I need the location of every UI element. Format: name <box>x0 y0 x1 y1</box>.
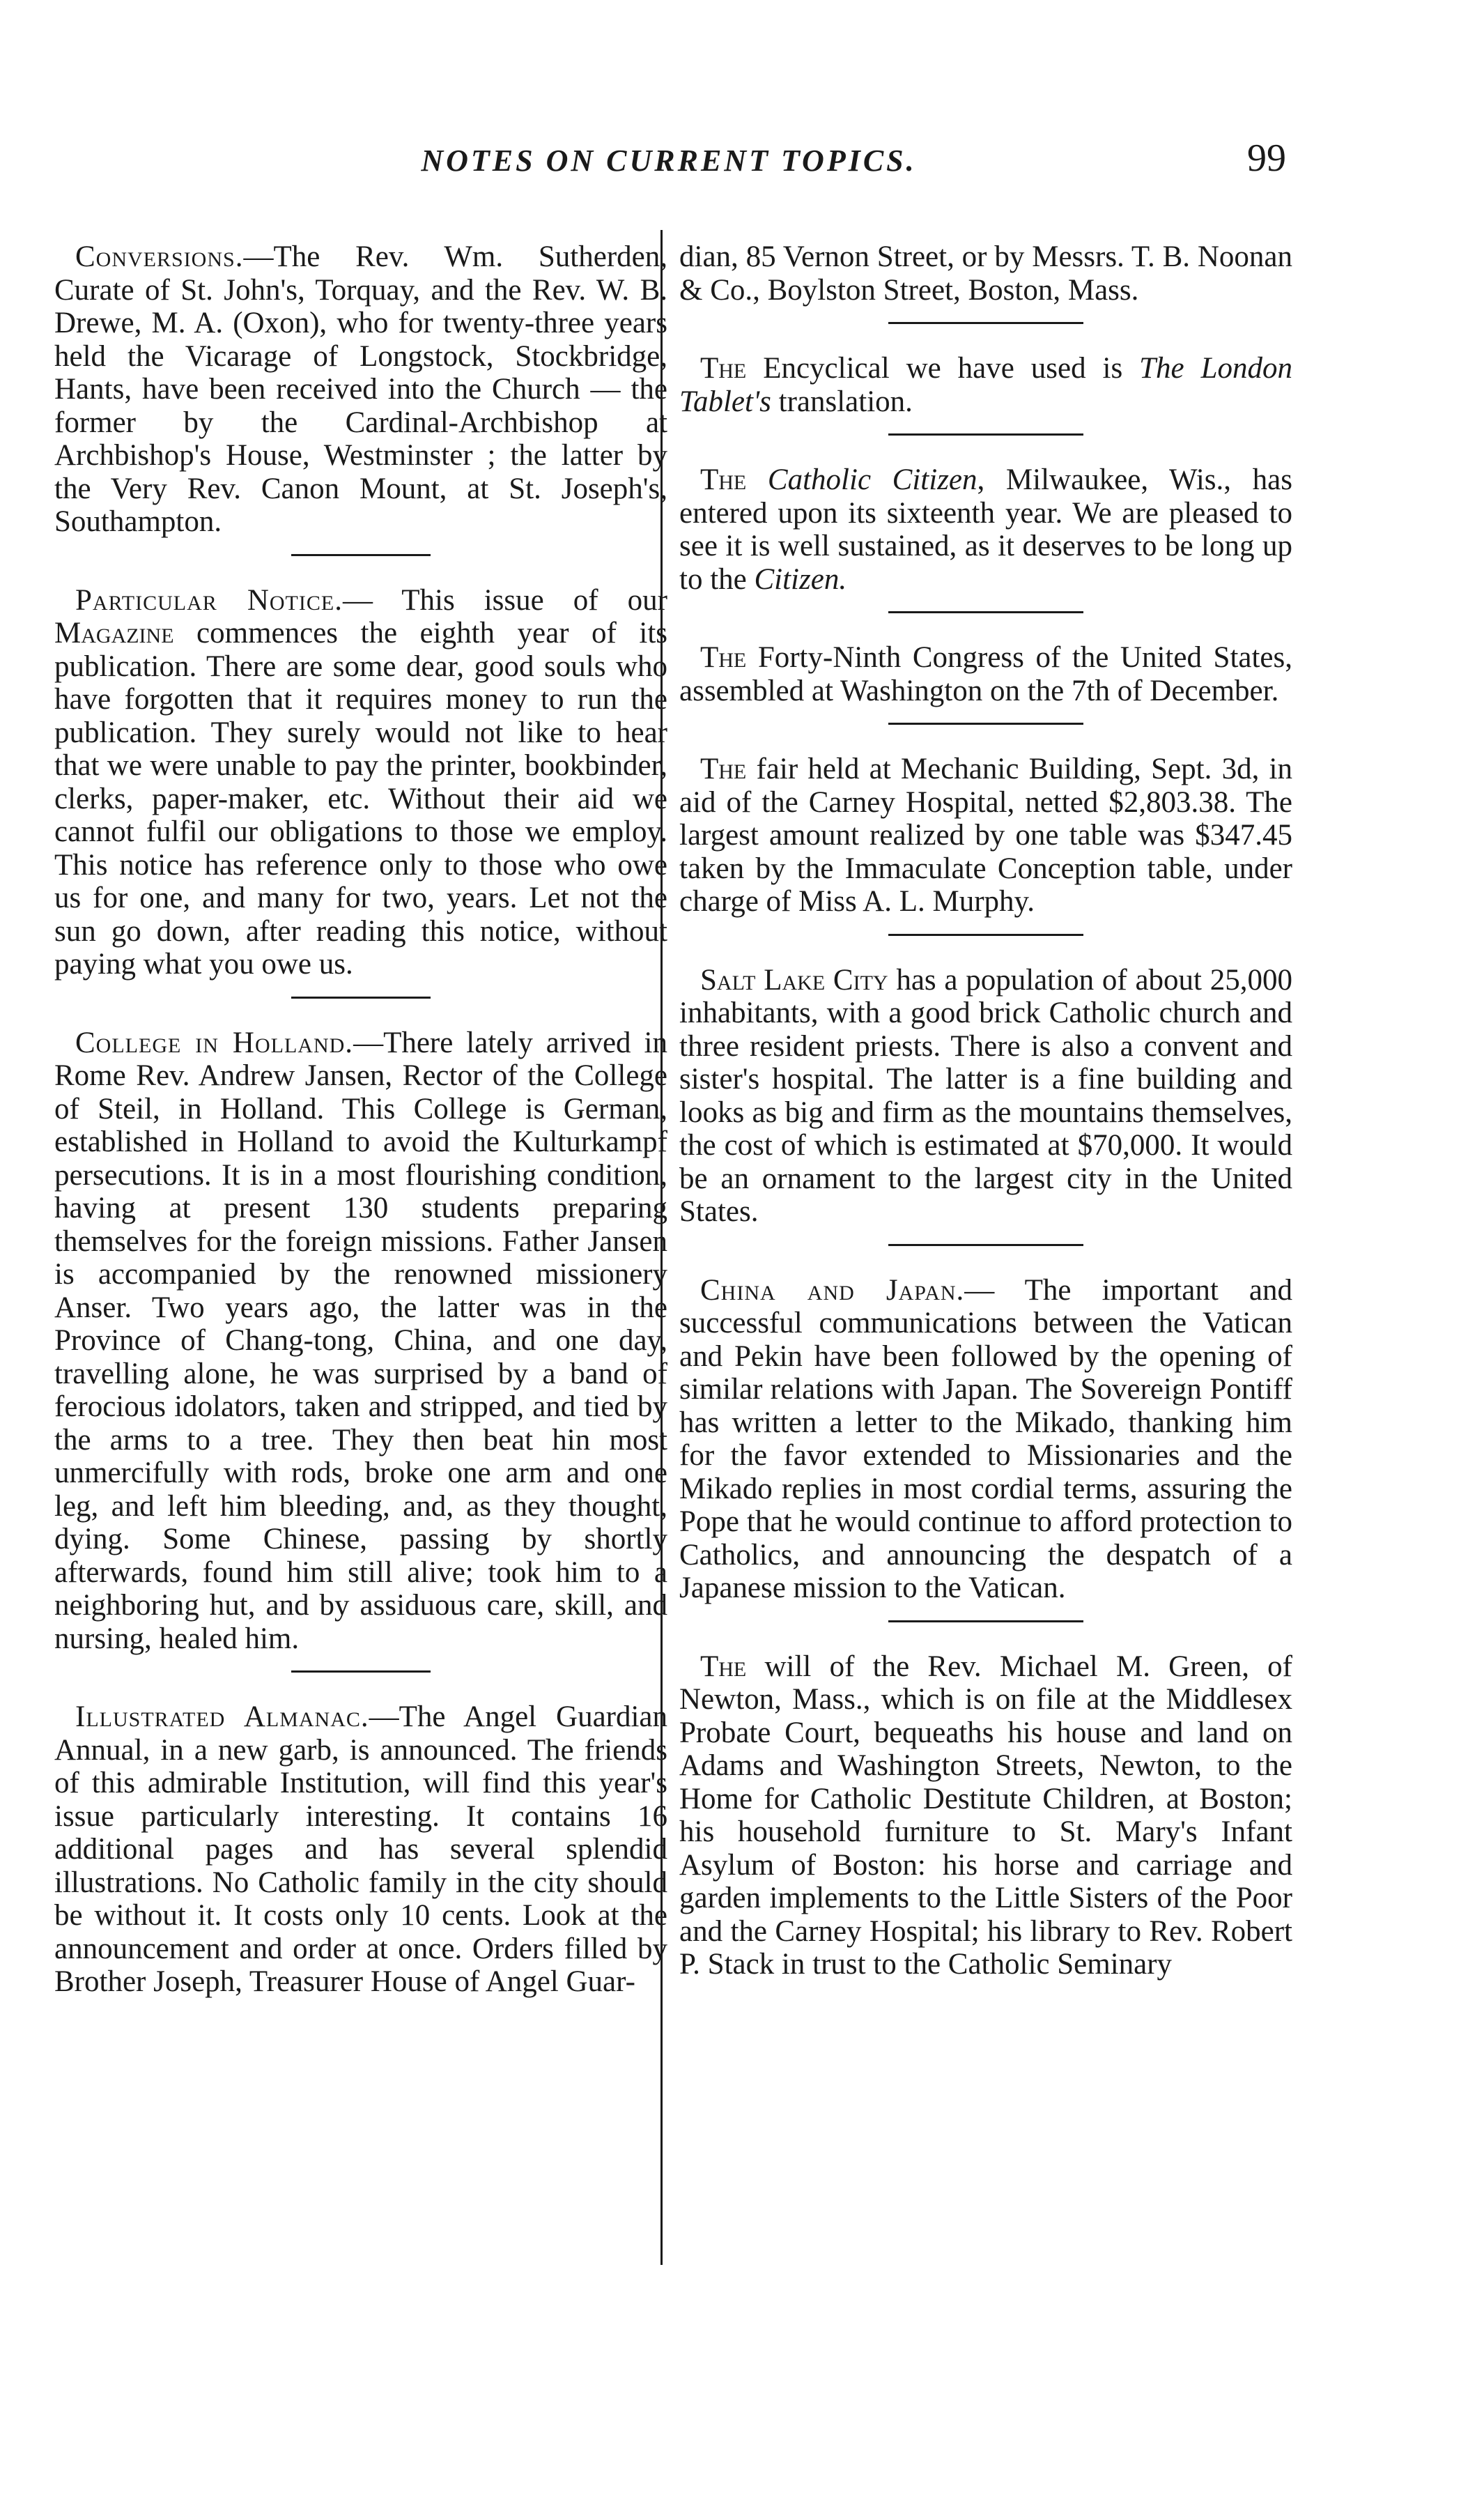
title-catholic-citizen: Catholic Citizen <box>767 463 977 496</box>
magazine-word: Magazine <box>54 617 174 650</box>
title-london-tablet: The London Tablet's <box>679 352 1292 418</box>
text-will: will of the Rev. Michael M. Green, of Newton, Mass., which is on file at the Middlesex Probate Court, bequeaths his house and land on Adams and Washington Streets, Newton, to the Home for Catholic Destitute Children, at Boston; his household furniture to St. Mary's Infant Asylum of Boston: his horse and carriage and garden implements to the Little Sisters of the Poor and the Carney Hospital; his library to Rev. Robert P. Stack in trust to the Catholic Seminary <box>679 1650 1292 1981</box>
text-college-holland: —There lately arrived in Rome Rev. Andrew Jansen, Rector of the College of Steil, in Holland. This College is German, established in Holland to avoid the Kulturkampf persecutions. It is in a most flourishing condition, having at present 130 students preparing themselves for the foreign missions. Father Jansen is accompanied by the renowned missionery Anser. Two years ago, the latter was in the Province of Chang-tong, China, and one day, travelling alone, he was surprised by a band of ferocious idolators, taken and stripped, and tied by the arms to a tree. They then beat hin most unmercifully with rods, broke one arm and one leg, and left him bleeding, and, as they thought, dying. Some Chinese, passing by shortly afterwards, found him still alive; took him to a neighboring hut, and by assiduous care, skill, and nursing, healed him. <box>54 1026 667 1655</box>
page-header <box>0 0 1484 230</box>
lead-will: The <box>700 1650 747 1683</box>
item-will-green <box>679 1650 1292 1981</box>
heading-illustrated-almanac: Illustrated Almanac. <box>75 1700 369 1733</box>
separator-rule <box>888 611 1083 613</box>
text-conversions: —The Rev. Wm. Sutherden, Curate of St. John's, Torquay, and the Rev. W. B. Drewe, M. A. (Oxon), who for twenty-three years held the Vicarage of Longstock, Stockbridge, Hants, have been received into the Church — the former by the Cardinal-Archbishop at Archbishop's House, Westminster ; the latter by the Very Rev. Canon Mount, at St. Joseph's, Southampton. <box>54 240 667 538</box>
separator-rule <box>291 997 431 999</box>
text-almanac-continued: dian, 85 Vernon Street, or by Messrs. T. B. Noonan & Co., Boylston Street, Boston, Mass. <box>679 240 1292 307</box>
item-almanac-continued <box>679 240 1292 307</box>
item-conversions <box>54 240 667 539</box>
heading-college-holland: College in Holland. <box>75 1026 354 1059</box>
item-illustrated-almanac <box>54 1700 667 1999</box>
lead-congress: The <box>700 641 747 674</box>
separator-rule <box>888 433 1083 436</box>
text-illustrated-almanac: —The Angel Guardian Annual, in a new garb, is announced. The friends of this admirable Institution, will find this year's issue particularly interesting. It contains 16 additional pages and has several splendid illustrations. No Catholic family in the city should be without it. It costs only 10 cents. Look at the announcement and order at once. Orders filled by Brother Joseph, Treasurer House of Angel Guar- <box>54 1700 668 1998</box>
lead-citizen: The <box>700 463 747 496</box>
text-citizen: , Milwaukee, Wis., has entered upon its sixteenth year. We are pleased to see it is well sustained, as it deserves to be long up to the <box>679 463 1293 596</box>
heading-china-japan: China and Japan. <box>700 1273 965 1307</box>
separator-rule <box>888 1620 1083 1622</box>
lead-encyclical: The <box>700 352 747 385</box>
separator-rule <box>888 1244 1083 1246</box>
left-column <box>54 240 667 1999</box>
text-notice-b: commences the eighth year of its publication. There are some dear, good souls who have forgotten that it requires money to run the publication. They surely would not like to hear that we were unable to pay the printer, bookbinder, clerks, paper-maker, etc. Without their aid we cannot fulfil our obligations to those we employ. This notice has reference only to those who owe us for one, and many for two, years. Let not the sun go down, after reading this notice, without paying what you owe us. <box>54 617 667 981</box>
separator-rule <box>888 723 1083 725</box>
text-encyclical-tail: translation. <box>771 385 913 418</box>
item-salt-lake-city <box>679 964 1292 1229</box>
heading-conversions: Conversions. <box>75 240 244 273</box>
item-china-japan <box>679 1274 1292 1605</box>
item-congress <box>679 641 1292 707</box>
running-title: NOTES ON CURRENT TOPICS. <box>421 144 917 178</box>
separator-rule <box>888 322 1083 324</box>
text-fair: fair held at Mechanic Building, Sept. 3d, in aid of the Carney Hospital, netted $2,803.38. The largest amount realized by one table was $347.45 taken by the Immaculate Conception table, under charge of Miss A. L. Murphy. <box>679 753 1292 918</box>
item-encyclical <box>679 352 1292 418</box>
separator-rule <box>291 554 431 556</box>
text-salt-lake-city: has a population of about 25,000 inhabitants, with a good brick Catholic church and three resident priests. There is also a convent and sister's hospital. The latter is a fine building and looks as big and firm as the mountains themselves, the cost of which is estimated at $70,000. It would be an ornament to the largest city in the United States. <box>679 963 1292 1228</box>
separator-rule <box>291 1670 431 1673</box>
item-fair <box>679 753 1292 919</box>
text-encyclical: Encyclical we have used is <box>746 352 1140 385</box>
text-notice-a: — This issue of our <box>342 583 667 617</box>
page-number: 99 <box>1247 137 1286 180</box>
text-congress: Forty-Ninth Congress of the United States, assembled at Washington on the 7th of December. <box>679 641 1292 707</box>
separator-rule <box>888 934 1083 936</box>
item-college-holland <box>54 1027 667 1656</box>
heading-particular-notice: Particular Notice. <box>75 583 343 617</box>
text-china-japan: — The important and successful communications between the Vatican and Pekin have been followed by the opening of similar relations with Japan. The Sovereign Pontiff has written a letter to the Mikado, thanking him for the favor extended to Missionaries and the Mikado replies in most cordial terms, assuring the Pope that he would continue to afford protection to Catholics, and announcing the despatch of a Japanese mission to the Vatican. <box>679 1273 1292 1604</box>
lead-fair: The <box>700 753 747 785</box>
item-particular-notice <box>54 584 667 981</box>
lead-salt-lake-city: Salt Lake City <box>700 963 888 997</box>
item-catholic-citizen <box>679 463 1292 596</box>
title-citizen-short: Citizen. <box>754 562 847 596</box>
right-column <box>679 240 1292 1981</box>
